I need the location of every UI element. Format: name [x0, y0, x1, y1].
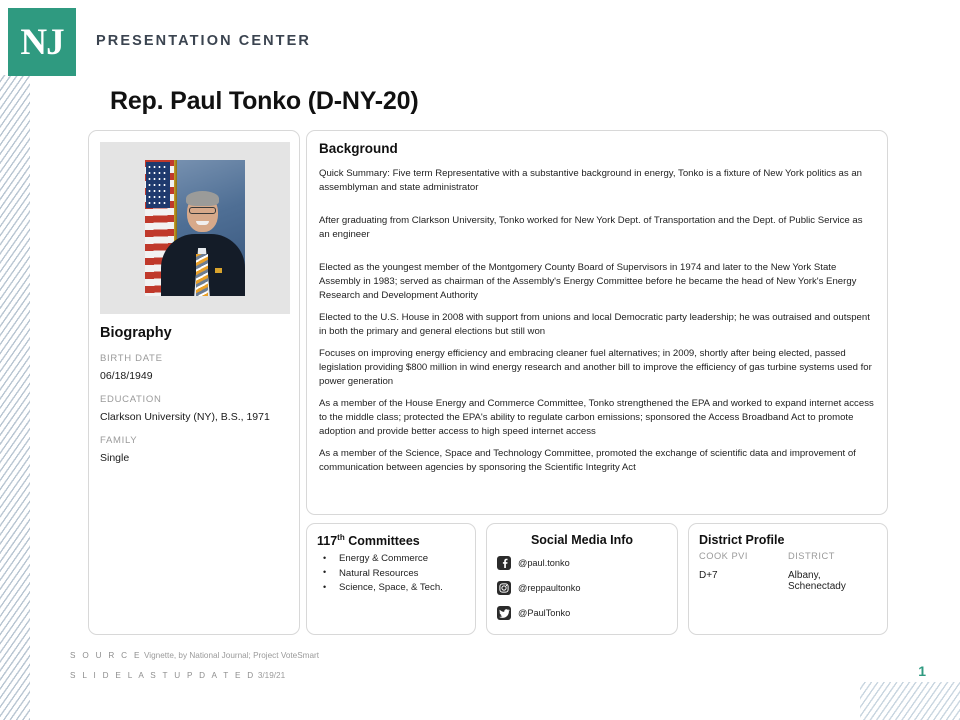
footer-last-updated: [70, 671, 285, 680]
twitter-handle: @PaulTonko: [518, 608, 571, 618]
biography-field-list: [100, 353, 289, 464]
biography-card: [88, 130, 300, 635]
social-media-heading: Social Media Info: [530, 533, 634, 547]
biography-heading: Biography: [100, 325, 172, 341]
district-profile-grid: [699, 551, 877, 592]
district-profile-card: [688, 523, 888, 635]
family-value: Single: [100, 452, 130, 464]
birth-date-label: BIRTH DATE: [100, 353, 163, 364]
portrait-photo-frame: [100, 142, 290, 314]
family-label: FAMILY: [100, 435, 138, 446]
district-profile-heading: District Profile: [699, 533, 785, 547]
background-paragraph: Elected as the youngest member of the Montgomery County Board of Supervisors in 1974 and later to the New York State Assembly in 1983; served as chairman of the Assembly's Energy Committee before he became the head of New York's Energy Research and Development Authority: [319, 262, 857, 301]
footer-updated-value: 3/19/21: [257, 671, 286, 680]
committees-ordinal-suffix: th: [337, 533, 345, 542]
list-item: • Energy & Commerce: [317, 552, 465, 567]
footer-updated-label: S L I D E L A S T U P D A T E D: [70, 671, 256, 680]
birth-date-value: 06/18/1949: [100, 370, 153, 382]
education-label: EDUCATION: [100, 394, 162, 405]
footer-source-label: S O U R C E: [70, 651, 142, 660]
committees-card: [306, 523, 476, 635]
instagram-handle: @reppaultonko: [518, 583, 581, 593]
portrait-hair: [186, 191, 219, 206]
background-paragraph: As a member of the House Energy and Commerce Committee, Tonko strengthened the EPA and worked to expand internet access to the middle class; protected the EPA's ability to regulate carbon emissions; sponsored the Access Broadband Act to promote adoption and provide better access to high speed internet access: [319, 398, 874, 437]
nj-logo: [8, 8, 76, 76]
portrait-glasses: [189, 207, 216, 214]
background-heading: Background: [319, 141, 398, 156]
cook-pvi-column: [699, 551, 788, 592]
background-paragraph: Elected to the U.S. House in 2008 with support from unions and local Democratic party leadership; he was outraised and outspent in both the primary and general elections but still won: [319, 312, 870, 337]
list-item: • Natural Resources: [317, 567, 465, 582]
district-column: [788, 551, 877, 592]
bottom-right-hatch-decoration: [860, 682, 960, 720]
social-account-row[interactable]: [497, 606, 667, 620]
facebook-handle: @paul.tonko: [518, 558, 570, 568]
education-value: Clarkson University (NY), B.S., 1971: [100, 411, 270, 423]
committees-heading-rest: Committees: [344, 534, 420, 549]
page-number: 1: [918, 663, 926, 679]
cook-pvi-value: D+7: [699, 570, 718, 581]
instagram-icon: [497, 581, 511, 595]
background-paragraph: After graduating from Clarkson University, Tonko worked for New York Dept. of Transportation and the Dept. of Public Service as an engineer: [319, 215, 863, 240]
footer-source: [70, 651, 319, 660]
page-title: Rep. Paul Tonko (D-NY-20): [110, 87, 419, 115]
nj-logo-text: NJ: [20, 21, 64, 63]
background-paragraph: Focuses on improving energy efficiency and embracing cleaner fuel alternatives; in 2009, shortly after being elected, passed legislation providing $800 million in wind energy research and another bill to improve the efficiency of gas turbine systems used for power generation: [319, 348, 872, 387]
background-paragraph: Quick Summary: Five term Representative with a substantive background in energy, Tonko is a fixture of New York politics as an assemblyman and state administrator: [319, 168, 863, 193]
left-hatch-decoration: [0, 75, 30, 720]
twitter-icon: [497, 606, 511, 620]
committees-heading: [317, 533, 465, 548]
committees-congress-number: 117: [317, 534, 338, 549]
social-account-row[interactable]: [497, 556, 667, 570]
portrait-smile: [196, 221, 209, 225]
portrait-lapel-pin: [215, 268, 222, 273]
background-card: [306, 130, 888, 515]
portrait-photo: [145, 160, 245, 296]
presentation-center-title: PRESENTATION CENTER: [96, 33, 311, 49]
social-account-row[interactable]: [497, 581, 667, 595]
committees-list: [317, 552, 465, 596]
portrait-tie: [196, 254, 208, 296]
district-value: Albany, Schenectady: [788, 570, 846, 592]
footer-source-value: Vignette, by National Journal; Project VoteSmart: [143, 651, 320, 660]
district-label: DISTRICT: [788, 551, 835, 561]
list-item: • Science, Space, & Tech.: [317, 581, 465, 596]
cook-pvi-label: COOK PVI: [699, 551, 748, 561]
us-flag-stars: [147, 164, 168, 206]
facebook-icon: [497, 556, 511, 570]
social-media-card: [486, 523, 678, 635]
background-paragraph: As a member of the Science, Space and Technology Committee, promoted the exchange of scientific data and improvement of communication between agencies by sponsoring the Scientific Integrity Act: [319, 448, 856, 473]
